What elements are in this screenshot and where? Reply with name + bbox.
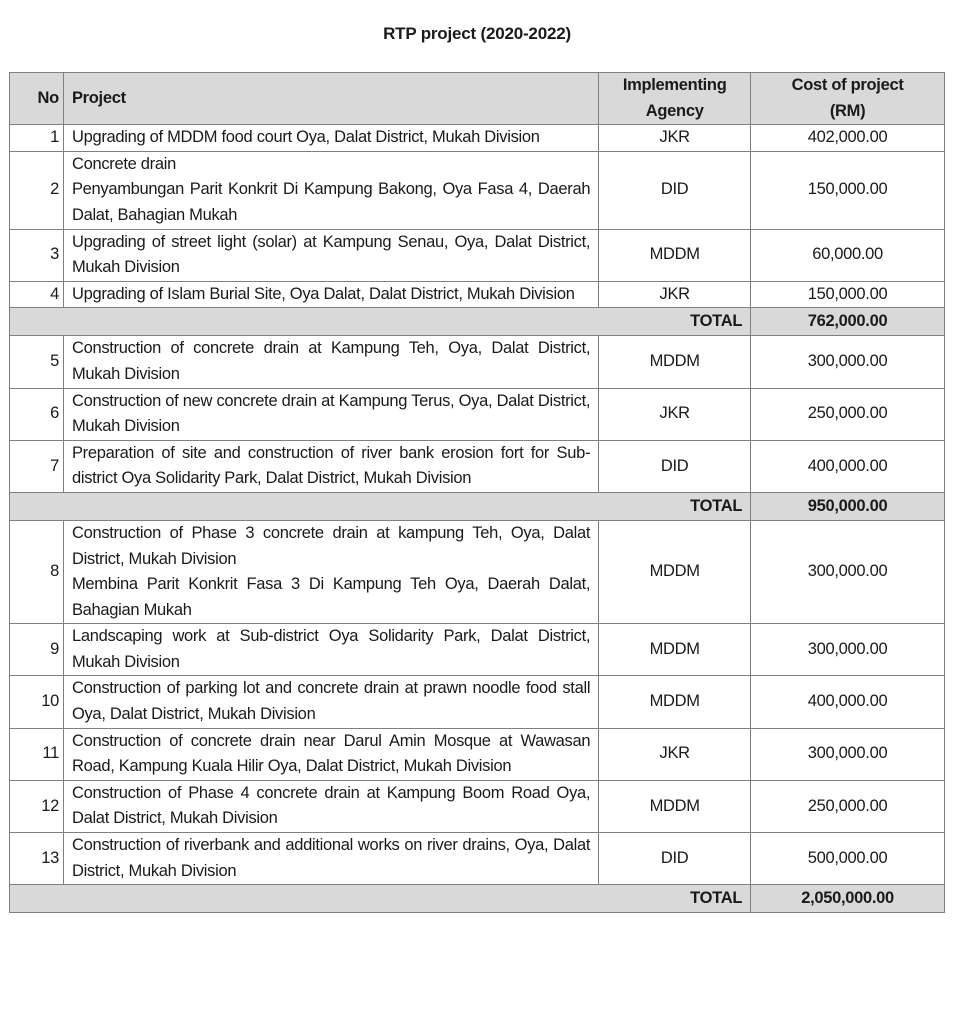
header-cost-line2: (RM) bbox=[829, 101, 866, 120]
cell-agency: DID bbox=[599, 151, 751, 229]
cell-cost: 400,000.00 bbox=[751, 676, 945, 728]
header-agency-line1: Implementing bbox=[622, 76, 727, 94]
total-label: TOTAL bbox=[10, 308, 751, 336]
project-text: Preparation of site and construction of river bank erosion fort for Sub-district Oya Solidarity Park, Dalat District, Mukah Division bbox=[71, 443, 591, 488]
cell-agency: MDDM bbox=[599, 520, 751, 623]
cell-agency: MDDM bbox=[599, 780, 751, 832]
table-row bbox=[10, 229, 945, 281]
cell-project bbox=[63, 676, 598, 728]
cell-no: 12 bbox=[10, 780, 64, 832]
table-header-row bbox=[10, 73, 945, 125]
cell-no: 13 bbox=[10, 833, 64, 885]
total-value: 762,000.00 bbox=[751, 308, 945, 336]
cell-project bbox=[63, 780, 598, 832]
document-title: RTP project (2020-2022) bbox=[383, 24, 571, 43]
project-text: Upgrading of MDDM food court Oya, Dalat District, Mukah Division bbox=[71, 128, 540, 147]
cell-no: 11 bbox=[10, 728, 64, 780]
cell-no: 4 bbox=[10, 281, 64, 308]
header-cost-line1: Cost of project bbox=[791, 76, 904, 94]
project-text: Upgrading of street light (solar) at Kampung Senau, Oya, Dalat District, Mukah Division bbox=[71, 232, 591, 277]
cell-agency: MDDM bbox=[599, 229, 751, 281]
cell-agency: JKR bbox=[599, 728, 751, 780]
table-row bbox=[10, 780, 945, 832]
cell-project bbox=[63, 388, 598, 440]
total-row bbox=[10, 885, 945, 913]
cell-cost: 150,000.00 bbox=[751, 151, 945, 229]
project-text: Construction of concrete drain at Kampung Teh, Oya, Dalat District, Mukah Division bbox=[71, 339, 591, 383]
table-row bbox=[10, 440, 945, 492]
header-project: Project bbox=[63, 73, 598, 125]
cell-project bbox=[63, 833, 598, 885]
project-text: Landscaping work at Sub-district Oya Solidarity Park, Dalat District, Mukah Division bbox=[71, 627, 591, 671]
cell-cost: 300,000.00 bbox=[751, 520, 945, 623]
cell-agency: DID bbox=[599, 833, 751, 885]
total-label: TOTAL bbox=[10, 492, 751, 520]
cell-no: 3 bbox=[10, 229, 64, 281]
project-text: Membina Parit Konkrit Fasa 3 Di Kampung Teh Oya, Daerah Dalat, Bahagian Mukah bbox=[71, 575, 591, 619]
project-text: Construction of Phase 4 concrete drain at Kampung Boom Road Oya, Dalat District, Mukah Division bbox=[71, 783, 591, 828]
cell-no: 7 bbox=[10, 440, 64, 492]
cell-agency: JKR bbox=[599, 388, 751, 440]
table-row bbox=[10, 125, 945, 152]
cell-agency: MDDM bbox=[599, 676, 751, 728]
table-row bbox=[10, 151, 945, 229]
table-row bbox=[10, 833, 945, 885]
cell-agency: DID bbox=[599, 440, 751, 492]
cell-project bbox=[63, 520, 598, 623]
cell-cost: 250,000.00 bbox=[751, 388, 945, 440]
cell-no: 8 bbox=[10, 520, 64, 623]
project-text: Penyambungan Parit Konkrit Di Kampung Bakong, Oya Fasa 4, Daerah Dalat, Bahagian Mukah bbox=[71, 180, 591, 224]
project-text: Construction of concrete drain near Darul Amin Mosque at Wawasan Road, Kampung Kuala Hilir Oya, Dalat District, Mukah Division bbox=[71, 731, 591, 776]
cell-no: 5 bbox=[10, 336, 64, 388]
cell-agency: MDDM bbox=[599, 624, 751, 676]
cell-no: 6 bbox=[10, 388, 64, 440]
cell-cost: 402,000.00 bbox=[751, 125, 945, 152]
table-row bbox=[10, 676, 945, 728]
header-agency bbox=[599, 73, 751, 125]
header-agency-line2: Agency bbox=[645, 101, 704, 120]
total-row bbox=[10, 492, 945, 520]
cell-project bbox=[63, 229, 598, 281]
cell-agency: MDDM bbox=[599, 336, 751, 388]
cell-cost: 300,000.00 bbox=[751, 728, 945, 780]
table-row bbox=[10, 624, 945, 676]
cell-cost: 60,000.00 bbox=[751, 229, 945, 281]
cell-project bbox=[63, 151, 598, 229]
project-text: Construction of parking lot and concrete drain at prawn noodle food stall Oya, Dalat District, Mukah Division bbox=[71, 679, 591, 724]
cell-no: 1 bbox=[10, 125, 64, 152]
header-cost bbox=[751, 73, 945, 125]
project-text: Concrete drain bbox=[71, 154, 176, 173]
cell-project bbox=[63, 281, 598, 308]
table-body bbox=[10, 125, 945, 913]
header-no: No bbox=[10, 73, 64, 125]
cell-cost: 400,000.00 bbox=[751, 440, 945, 492]
cell-agency: JKR bbox=[599, 125, 751, 152]
cell-project bbox=[63, 624, 598, 676]
total-label: TOTAL bbox=[10, 885, 751, 913]
table-row bbox=[10, 281, 945, 308]
project-text: Construction of Phase 3 concrete drain at kampung Teh, Oya, Dalat District, Mukah Division bbox=[71, 523, 591, 568]
cell-no: 2 bbox=[10, 151, 64, 229]
project-text: Construction of new concrete drain at Kampung Terus, Oya, Dalat District, Mukah Division bbox=[71, 391, 591, 436]
table-row bbox=[10, 388, 945, 440]
table-row bbox=[10, 728, 945, 780]
cell-cost: 300,000.00 bbox=[751, 336, 945, 388]
project-text: Construction of riverbank and additional works on river drains, Oya, Dalat District, Mukah Division bbox=[71, 836, 591, 880]
table-row bbox=[10, 336, 945, 388]
total-value: 950,000.00 bbox=[751, 492, 945, 520]
cell-cost: 250,000.00 bbox=[751, 780, 945, 832]
cell-no: 9 bbox=[10, 624, 64, 676]
cell-project bbox=[63, 440, 598, 492]
cell-cost: 150,000.00 bbox=[751, 281, 945, 308]
total-row bbox=[10, 308, 945, 336]
cell-project bbox=[63, 125, 598, 152]
project-text: Upgrading of Islam Burial Site, Oya Dalat, Dalat District, Mukah Division bbox=[71, 284, 575, 303]
total-value: 2,050,000.00 bbox=[751, 885, 945, 913]
cell-cost: 500,000.00 bbox=[751, 833, 945, 885]
projects-table bbox=[9, 72, 945, 913]
cell-no: 10 bbox=[10, 676, 64, 728]
cell-agency: JKR bbox=[599, 281, 751, 308]
cell-project bbox=[63, 336, 598, 388]
cell-project bbox=[63, 728, 598, 780]
table-row bbox=[10, 520, 945, 623]
cell-cost: 300,000.00 bbox=[751, 624, 945, 676]
